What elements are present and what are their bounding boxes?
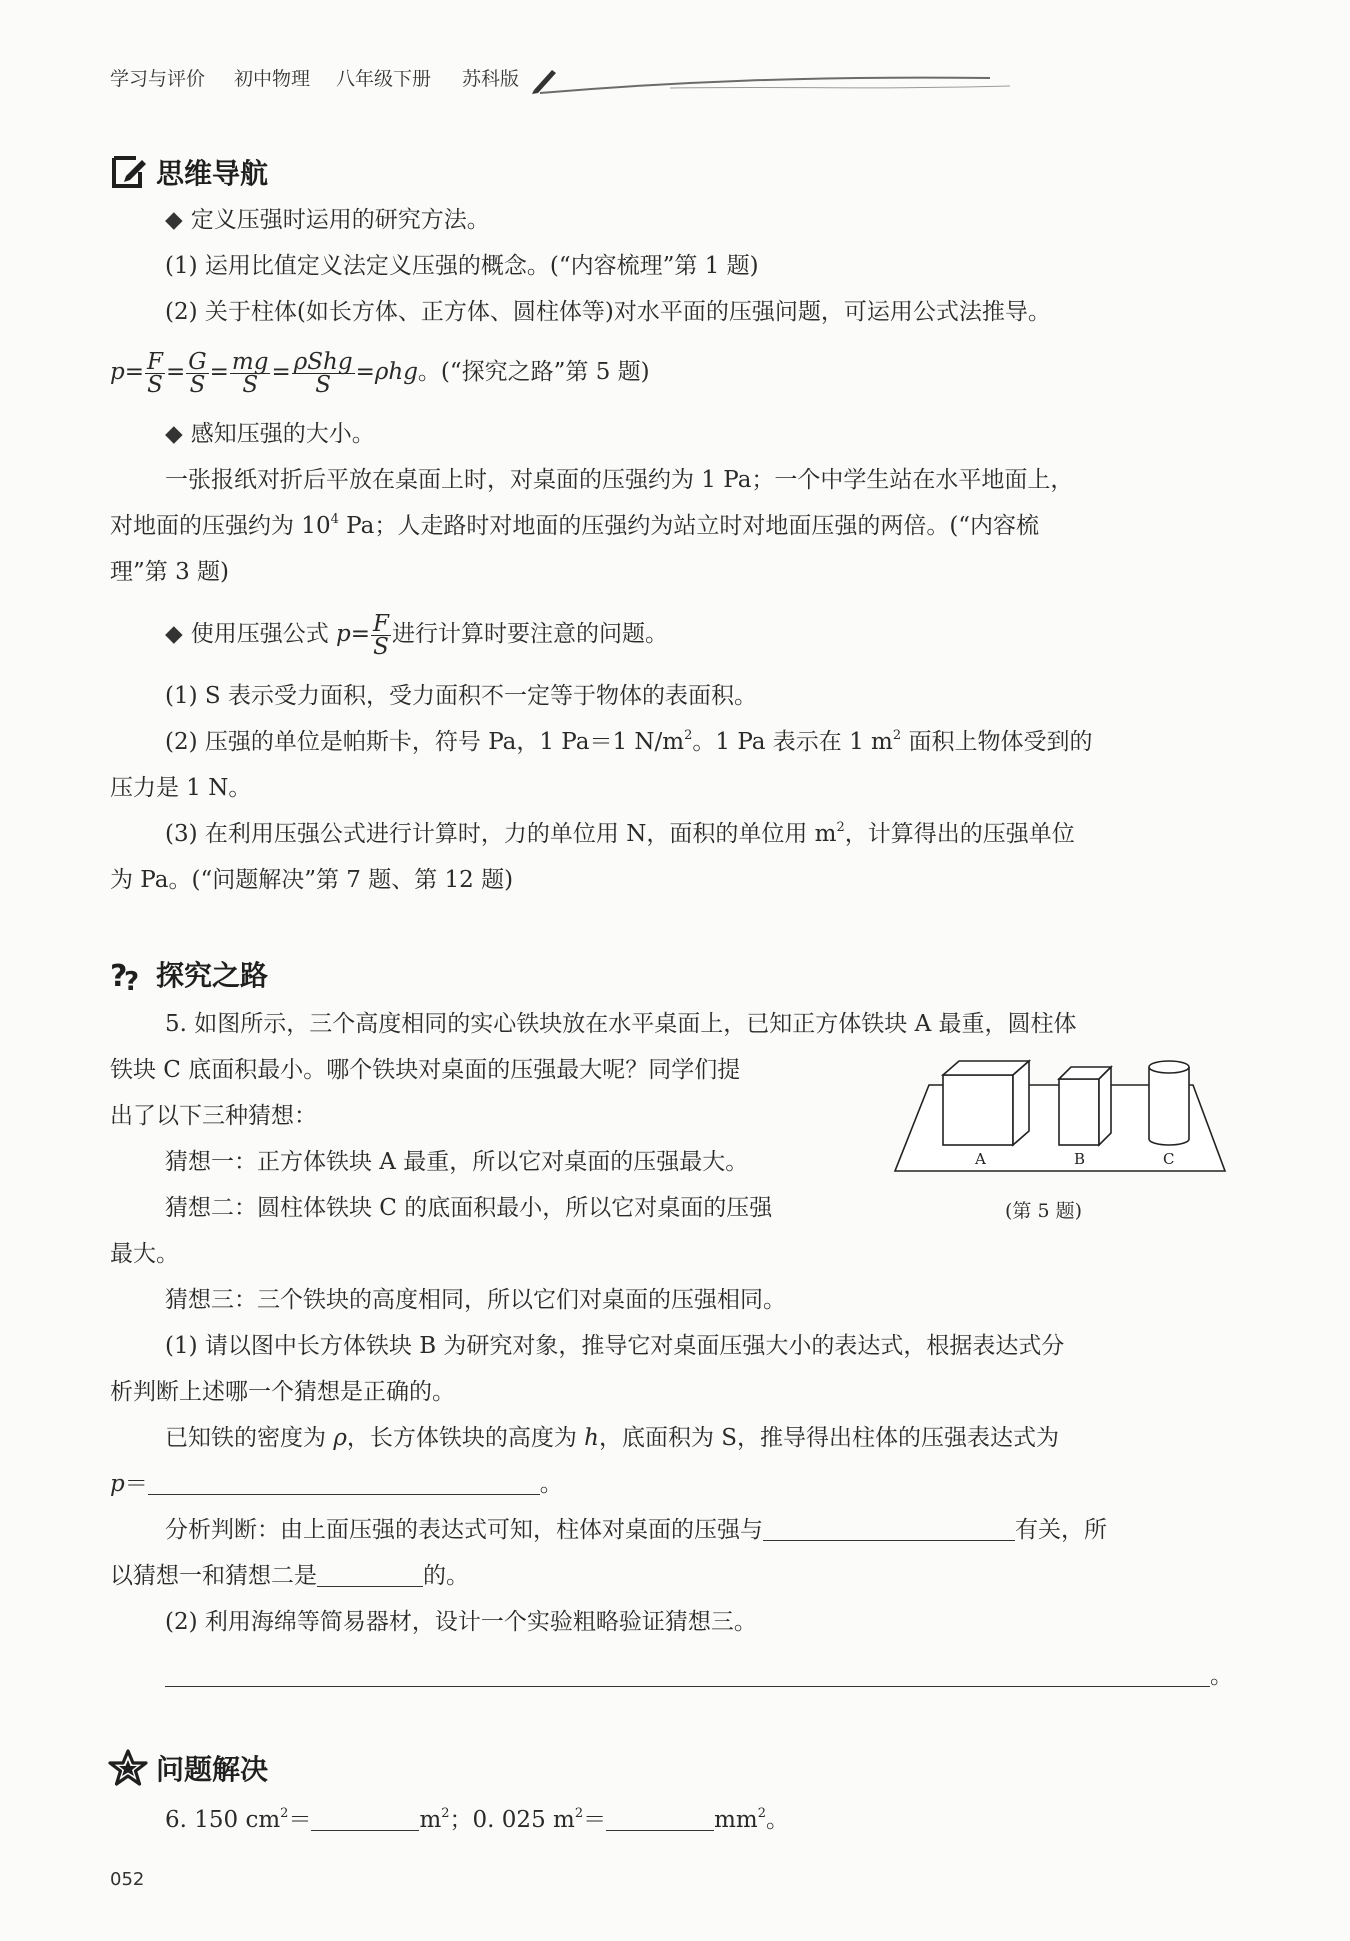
pressure-factor-blank[interactable] [763,1540,1015,1541]
cuboid-block-b [1059,1067,1111,1145]
svg-text:?: ? [124,967,140,994]
nav-item-3-1: (1) S 表示受力面积，受力面积不一定等于物体的表面积。 [165,683,757,709]
q5-line-3: 出了以下三种猜想： [110,1103,317,1129]
q5-line-2: 铁块 C 底面积最小。哪个铁块对桌面的压强最大呢？同学们提 [110,1057,741,1083]
question-mark-icon [108,954,148,994]
nav-item-3-3-cont: 为 Pa。(“问题解决”第 7 题、第 12 题) [110,867,514,893]
header-subject: 初中物理 [234,68,311,90]
diamond-bullet-icon: ◆ [165,207,183,233]
q5-part-1: (1) 请以图中长方体铁块 B 为研究对象，推导它对桌面压强大小的表达式，根据表达式分 [165,1333,1065,1359]
nav-text-2-1: 一张报纸对折后平放在桌面上时，对桌面的压强约为 1 Pa；一个中学生站在水平地面上， [165,467,1074,493]
header-grade: 八年级下册 [336,68,432,90]
nav-item-1-1: (1) 运用比值定义法定义压强的概念。(“内容梳理”第 1 题) [165,253,759,279]
figure-label-a: A [975,1150,986,1168]
nav-item-1-2: (2) 关于柱体(如长方体、正方体、圆柱体等)对水平面的压强问题，可运用公式法推导。 [165,299,1051,325]
pressure-expression-blank[interactable] [148,1494,540,1495]
section-title-nav: 思维导航 [156,157,269,190]
cm2-to-m2-blank[interactable] [311,1830,419,1831]
nav-text-2-3: 理”第 3 题) [110,559,229,585]
q5-guess-3: 猜想三：三个铁块的高度相同，所以它们对桌面的压强相同。 [165,1287,786,1313]
header-edition: 苏科版 [462,68,520,90]
section-heading-nav [108,150,268,194]
nav-item-3-2-cont: 压力是 1 N。 [110,775,252,801]
experiment-design-blank[interactable] [165,1686,1210,1687]
q5-part-2-answer: 。 [165,1656,1285,1696]
figure-label-b: B [1074,1150,1086,1168]
header-pen-swoosh-icon [110,56,1250,100]
section-title-explore: 探究之路 [156,959,269,992]
q5-analysis: 分析判断：由上面压强的表达式可知，柱体对桌面的压强与 有关，所 [165,1517,1107,1543]
q5-analysis-cont: 以猜想一和猜想二是 的。 [110,1563,469,1589]
guess-judgement-blank[interactable] [317,1586,423,1587]
nav-bullet-2: ◆ 感知压强的大小。 [165,421,375,447]
q5-expression-line: p＝ 。 [110,1471,563,1497]
nav-item-3-2: (2) 压强的单位是帕斯卡，符号 Pa，1 Pa＝1 $N/m^2$。1 Pa 表示在 1 $m^2$ 面积上物体受到的 [165,728,1093,755]
running-header [110,56,1250,100]
q5-line-1: 5. 如图所示，三个高度相同的实心铁块放在水平桌面上，已知正方体铁块 A 最重，圆柱体 [165,1011,1077,1037]
section-heading-explore [108,952,268,996]
page-number: 052 [110,1869,145,1890]
nav-bullet-3: ◆ 使用压强公式 p= $\frac{F}{S}$ 进行计算时要注意的问题。 [165,610,668,660]
iron-blocks-figure [893,1045,1229,1185]
q5-guess-1: 猜想一：正方体铁块 A 最重，所以它对桌面的压强最大。 [165,1149,749,1175]
figure-caption: (第 5 题) [1005,1200,1082,1222]
nav-bullet-1: ◆ 定义压强时运用的研究方法。 [165,207,490,233]
edit-square-icon [108,152,148,192]
q5-part-1-cont: 析判断上述哪一个猜想是正确的。 [110,1379,455,1405]
q5-known: 已知铁的密度为 ρ，长方体铁块的高度为 h，底面积为 S，推导得出柱体的压强表达式为 [165,1425,1060,1451]
figure-label-c: C [1163,1150,1175,1168]
section-heading-solve [108,1746,268,1790]
diamond-bullet-icon: ◆ [165,421,183,447]
cylinder-block-c [1149,1061,1189,1145]
nav-item-3-3: (3) 在利用压强公式进行计算时，力的单位用 N，面积的单位用 $m^2$，计算得出的压强单位 [165,820,1075,847]
svg-text:?: ? [110,959,128,994]
q5-part-2: (2) 利用海绵等简易器材，设计一个实验粗略验证猜想三。 [165,1609,757,1635]
pressure-formula: p= $\frac{F}{S}$ = $\frac{G}{S}$ = $\frac{mg}{S}$ = $\frac{\text{ρShg}}{S}$ =ρhg。(“探究之路”第 5 题) [110,348,650,398]
q6-line: 6. 150 $cm^2= m^2$；0. 025 $m^2= mm^2$。 [165,1806,790,1833]
section-title-solve: 问题解决 [156,1753,269,1786]
nav-text-2-2: 对地面的压强约为 $10^4$ Pa；人走路时对地面的压强约为站立时对地面压强的两倍。(“内容梳 [110,512,1040,539]
diamond-bullet-icon: ◆ [165,621,183,647]
m2-to-mm2-blank[interactable] [606,1830,714,1831]
q5-guess-2-cont: 最大。 [110,1241,179,1267]
star-icon [108,1748,148,1788]
header-series: 学习与评价 [110,68,206,90]
q5-guess-2: 猜想二：圆柱体铁块 C 的底面积最小，所以它对桌面的压强 [165,1195,773,1221]
cube-block-a [943,1061,1029,1145]
